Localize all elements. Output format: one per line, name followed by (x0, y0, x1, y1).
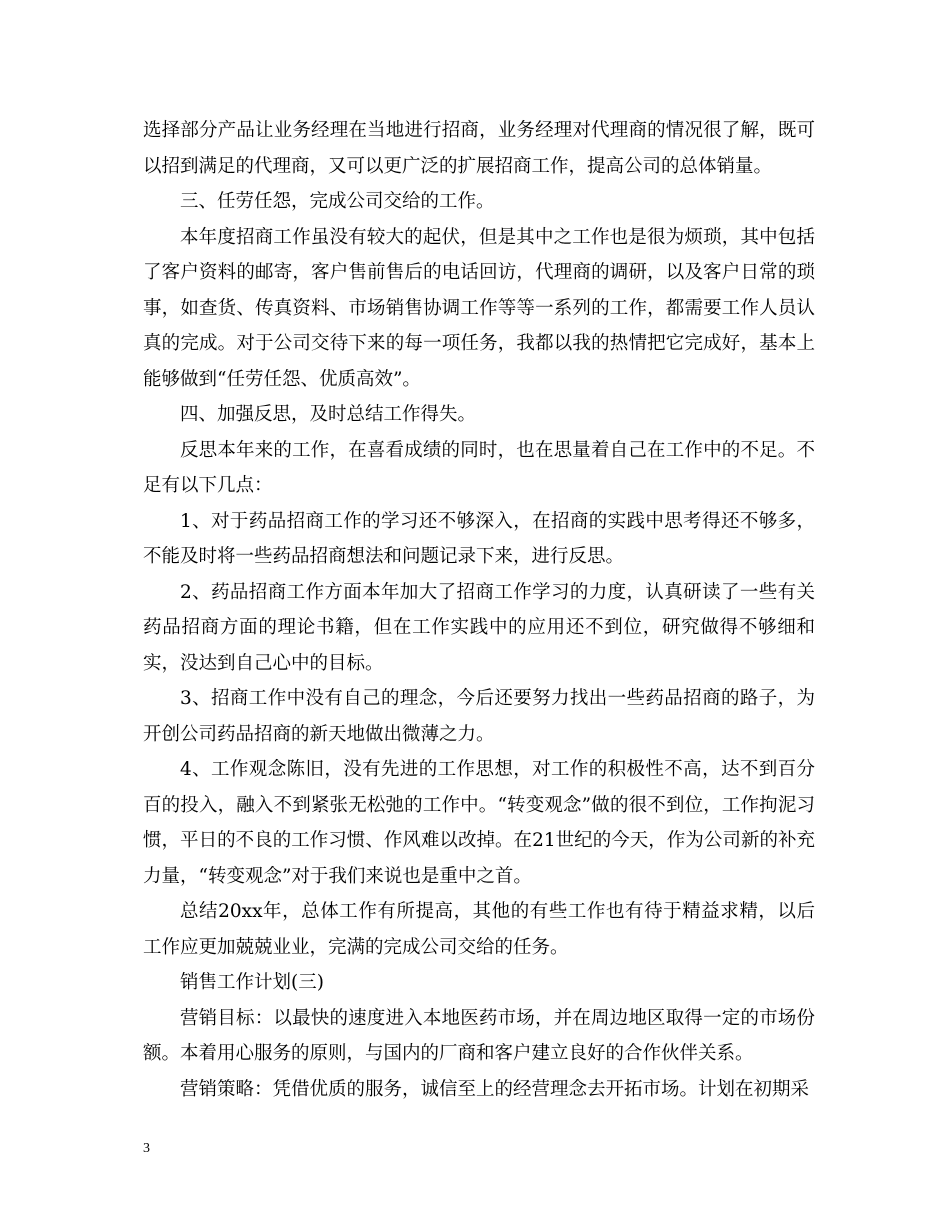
list-item: 1、对于药品招商工作的学习还不够深入，在招商的实践中思考得还不够多，不能及时将一些药品招商想法和问题记录下来，进行反思。 (143, 510, 815, 567)
list-item: 3、招商工作中没有自己的理念，今后还要努力找出一些药品招商的路子，为开创公司药品招商的新天地做出微薄之力。 (143, 688, 815, 745)
section-heading: 四、加强反思，及时总结工作得失。 (180, 404, 477, 425)
list-item: 2、药品招商工作方面本年加大了招商工作学习的力度，认真研读了一些有关药品招商方面的理论书籍，但在工作实践中的应用还不到位，研究做得不够细和实，没达到自己心中的目标。 (143, 581, 815, 674)
paragraph: 营销目标：以最快的速度进入本地医药市场，并在周边地区取得一定的市场份额。本着用心服务的原则，与国内的厂商和客户建立良好的合作伙伴关系。 (143, 1007, 815, 1064)
page-number: 3 (143, 1141, 150, 1156)
paragraph: 反思本年来的工作，在喜看成绩的同时，也在思量着自己在工作中的不足。不足有以下几点： (143, 439, 815, 496)
section-heading: 三、任劳任怨，完成公司交给的工作。 (180, 191, 495, 212)
paragraph: 选择部分产品让业务经理在当地进行招商，业务经理对代理商的情况很了解，既可以招到满足的代理商，又可以更广泛的扩展招商工作，提高公司的总体销量。 (143, 120, 815, 177)
paragraph: 本年度招商工作虽没有较大的起伏，但是其中之工作也是很为烦琐，其中包括了客户资料的邮寄，客户售前售后的电话回访，代理商的调研，以及客户日常的琐事，如查货、传真资料、市场销售协调工作等等一系列的工作，都需要工作人员认真的完成。对于公司交待下来的每一项任务，我都以我的热情把它完成好，基本上能够做到“任劳任怨、优质高效”。 (143, 226, 815, 390)
section-title: 销售工作计划(三) (180, 972, 324, 993)
document-body (143, 113, 815, 1107)
paragraph: 营销策略：凭借优质的服务，诚信至上的经营理念去开拓市场。计划在初期采 (180, 1078, 810, 1100)
list-item: 4、工作观念陈旧，没有先进的工作思想，对工作的积极性不高，达不到百分百的投入，融入不到紧张无松弛的工作中。“转变观念”做的很不到位，工作拘泥习惯，平日的不良的工作习惯、作风难以改掉。在21世纪的今天，作为公司新的补充力量，“转变观念”对于我们来说也是重中之首。 (143, 759, 815, 887)
paragraph: 总结20xx年，总体工作有所提高，其他的有些工作也有待于精益求精，以后工作应更加兢兢业业，完满的完成公司交给的任务。 (143, 901, 815, 958)
